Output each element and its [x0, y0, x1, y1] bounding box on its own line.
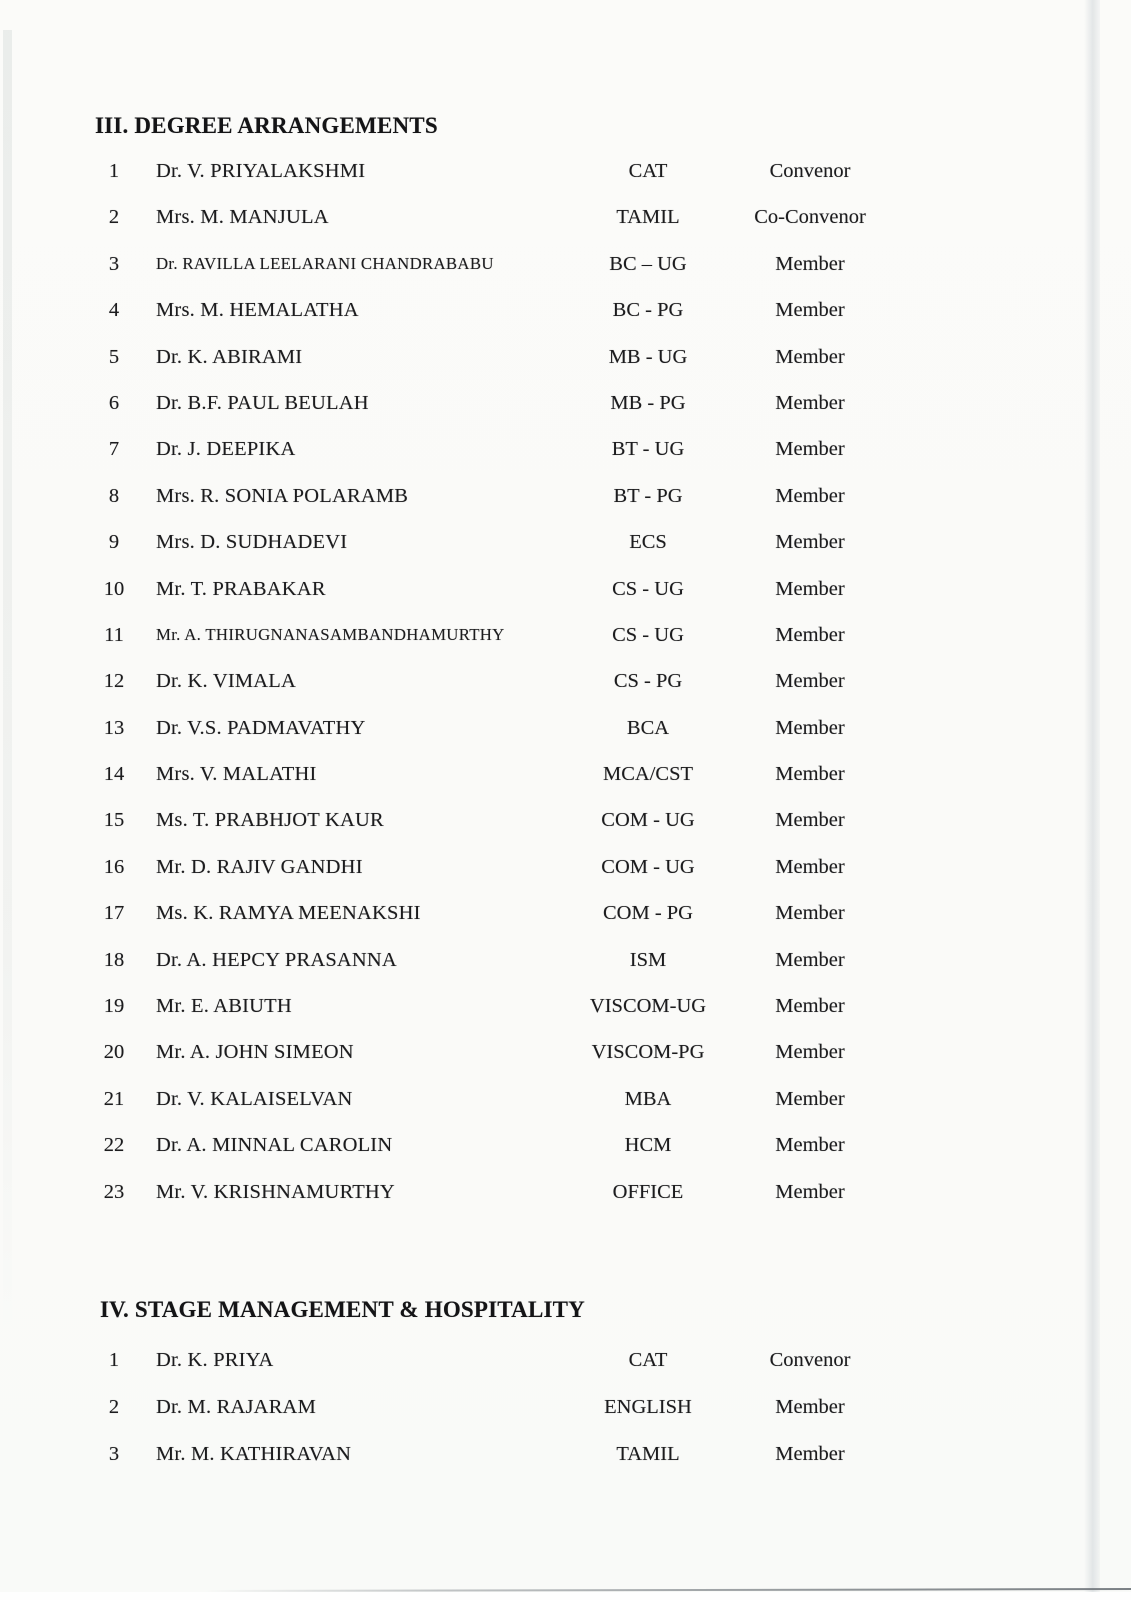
table-row — [0, 241, 1131, 287]
scan-bottom-margin — [0, 1592, 1131, 1600]
member-name: Dr. K. VIMALA — [156, 670, 297, 693]
member-name: Dr. M. RAJARAM — [156, 1396, 316, 1418]
table-row — [0, 1337, 1131, 1384]
table-row — [0, 426, 1131, 472]
department-label: COM - PG — [603, 902, 693, 925]
row-number: 18 — [103, 948, 125, 971]
table-row — [0, 658, 1131, 704]
member-name: Mrs. M. HEMALATHA — [156, 299, 359, 322]
member-name: Ms. T. PRABHJOT KAUR — [156, 809, 384, 832]
table-row — [0, 566, 1131, 612]
member-name: Mr. A. JOHN SIMEON — [156, 1041, 354, 1064]
member-name: Mrs. V. MALATHI — [156, 763, 317, 786]
table-row — [0, 287, 1131, 333]
department-label: TAMIL — [616, 206, 680, 229]
role-label: Member — [775, 391, 845, 414]
row-number: 13 — [103, 716, 125, 739]
member-name: Dr. K. ABIRAMI — [156, 345, 303, 368]
department-label: BC – UG — [609, 252, 687, 275]
table-row — [0, 519, 1131, 565]
row-number: 11 — [104, 623, 124, 646]
member-name: Mrs. R. SONIA POLARAMB — [156, 484, 409, 507]
table-row — [0, 1029, 1131, 1075]
member-name: Dr. V.S. PADMAVATHY — [156, 716, 366, 739]
member-name: Dr. RAVILLA LEELARANI CHANDRABABU — [156, 253, 494, 273]
row-number: 14 — [103, 763, 125, 786]
role-label: Member — [775, 902, 845, 925]
role-label: Member — [775, 1041, 845, 1064]
department-label: COM - UG — [601, 855, 695, 878]
table-row — [0, 194, 1131, 240]
row-number: 23 — [103, 1180, 125, 1203]
role-label: Member — [775, 252, 845, 275]
department-label: MBA — [624, 1087, 672, 1110]
member-name: Mr. M. KATHIRAVAN — [156, 1443, 352, 1465]
role-label: Member — [775, 484, 845, 507]
row-number: 2 — [108, 1396, 120, 1418]
role-label: Convenor — [769, 1349, 851, 1371]
department-label: VISCOM-PG — [591, 1041, 705, 1064]
row-number: 3 — [108, 1443, 120, 1465]
role-label: Member — [775, 345, 845, 368]
role-label: Member — [775, 1396, 845, 1418]
member-name: Mr. V. KRISHNAMURTHY — [156, 1180, 395, 1203]
row-number: 10 — [103, 577, 125, 600]
member-name: Dr. A. HEPCY PRASANNA — [156, 948, 397, 971]
row-number: 4 — [108, 299, 120, 322]
role-label: Member — [775, 1087, 845, 1110]
row-number: 7 — [108, 438, 120, 461]
department-label: BC - PG — [612, 299, 684, 322]
role-label: Member — [775, 623, 845, 646]
role-label: Member — [775, 1180, 845, 1203]
role-label: Member — [775, 531, 845, 554]
table-row — [0, 473, 1131, 519]
table-row — [0, 380, 1131, 426]
member-name: Mrs. M. MANJULA — [156, 206, 329, 229]
department-label: CS - UG — [612, 623, 684, 646]
department-label: ECS — [629, 531, 667, 554]
member-name: Ms. K. RAMYA MEENAKSHI — [156, 902, 421, 925]
member-name: Dr. V. PRIYALAKSHMI — [156, 160, 366, 182]
row-number: 21 — [103, 1087, 125, 1110]
department-label: CAT — [628, 160, 668, 182]
department-label: CS - PG — [613, 670, 683, 693]
row-number: 3 — [108, 252, 120, 275]
department-label: CS - UG — [612, 577, 684, 600]
role-label: Member — [775, 438, 845, 461]
row-number: 2 — [108, 206, 120, 229]
department-label: BCA — [626, 716, 670, 739]
section-title-degree-arrangements: III. DEGREE ARRANGEMENTS — [95, 113, 438, 138]
row-number: 8 — [108, 484, 120, 507]
department-label: ISM — [629, 948, 667, 971]
table-row — [0, 334, 1131, 380]
department-label: VISCOM-UG — [589, 995, 707, 1018]
row-number: 1 — [108, 1349, 120, 1371]
member-name: Mrs. D. SUDHADEVI — [156, 531, 348, 554]
row-number: 5 — [108, 345, 120, 368]
department-label: MB - PG — [610, 391, 686, 414]
role-label: Member — [775, 1134, 845, 1157]
row-number: 19 — [103, 995, 125, 1018]
table-row — [0, 1076, 1131, 1122]
member-name: Dr. J. DEEPIKA — [156, 438, 296, 461]
department-label: CAT — [628, 1349, 668, 1371]
table-row — [0, 751, 1131, 797]
role-label: Member — [775, 763, 845, 786]
department-label: TAMIL — [616, 1443, 680, 1465]
table-row — [0, 1122, 1131, 1168]
role-label: Member — [775, 716, 845, 739]
role-label: Member — [775, 670, 845, 693]
department-label: ENGLISH — [604, 1396, 692, 1418]
row-number: 12 — [103, 670, 125, 693]
member-name: Mr. D. RAJIV GANDHI — [156, 855, 363, 878]
row-number: 9 — [108, 531, 120, 554]
role-label: Member — [775, 809, 845, 832]
role-label: Convenor — [769, 160, 851, 182]
role-label: Member — [775, 855, 845, 878]
department-label: BT - UG — [611, 438, 685, 461]
table-row — [0, 983, 1131, 1029]
row-number: 20 — [103, 1041, 125, 1064]
member-name: Dr. B.F. PAUL BEULAH — [156, 391, 369, 414]
member-name: Mr. T. PRABAKAR — [156, 577, 326, 600]
table-row — [0, 1169, 1131, 1215]
table-row — [0, 612, 1131, 658]
table-row — [0, 844, 1131, 890]
table-row — [0, 1431, 1131, 1478]
table-row — [0, 890, 1131, 936]
role-label: Member — [775, 299, 845, 322]
role-label: Member — [775, 577, 845, 600]
table-row — [0, 705, 1131, 751]
member-name: Dr. V. KALAISELVAN — [156, 1087, 353, 1110]
row-number: 15 — [103, 809, 125, 832]
table-row — [0, 797, 1131, 843]
row-number: 17 — [103, 902, 125, 925]
department-label: MCA/CST — [603, 763, 693, 786]
member-name: Mr. A. THIRUGNANASAMBANDHAMURTHY — [156, 624, 505, 644]
member-name: Dr. K. PRIYA — [156, 1349, 274, 1371]
department-label: OFFICE — [612, 1180, 684, 1203]
department-label: COM - UG — [601, 809, 695, 832]
member-name: Mr. E. ABIUTH — [156, 995, 292, 1018]
role-label: Co-Convenor — [754, 206, 866, 229]
role-label: Member — [775, 948, 845, 971]
department-label: MB - UG — [608, 345, 688, 368]
row-number: 16 — [103, 855, 125, 878]
table-row — [0, 1384, 1131, 1431]
row-number: 1 — [108, 160, 120, 182]
role-label: Member — [775, 995, 845, 1018]
table-row — [0, 148, 1131, 194]
department-label: HCM — [624, 1134, 672, 1157]
stage-management-list — [0, 1337, 1131, 1478]
member-name: Dr. A. MINNAL CAROLIN — [156, 1134, 393, 1157]
row-number: 6 — [108, 391, 120, 414]
department-label: BT - PG — [613, 484, 683, 507]
section-title-stage-management: IV. STAGE MANAGEMENT & HOSPITALITY — [100, 1297, 585, 1322]
table-row — [0, 937, 1131, 983]
degree-arrangements-list — [0, 148, 1131, 1215]
row-number: 22 — [103, 1134, 125, 1157]
role-label: Member — [775, 1443, 845, 1465]
